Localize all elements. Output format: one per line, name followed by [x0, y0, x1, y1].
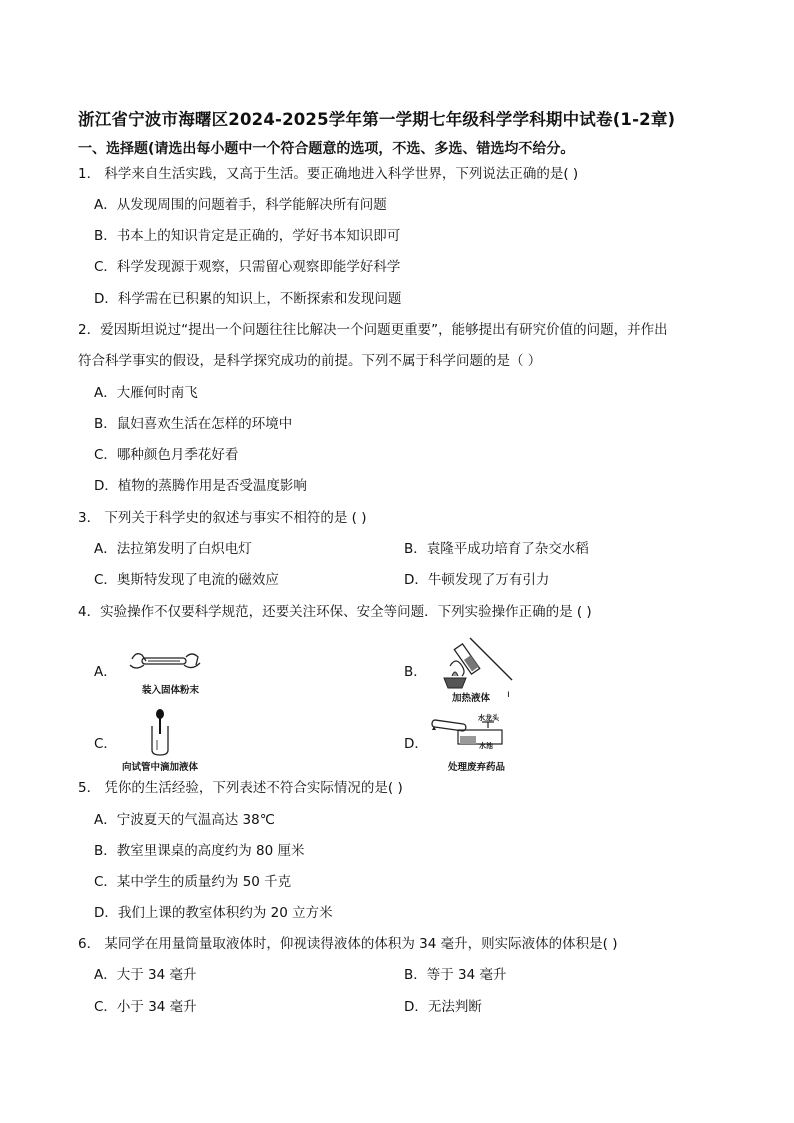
question-3-option-d[interactable]: D．牛顿发现了万有引力 [404, 572, 550, 588]
question-4-option-c-label[interactable]: C． [94, 736, 117, 752]
question-5-option-a[interactable]: A．宁波夏天的气温高达 38℃ [94, 812, 275, 828]
question-6-option-b[interactable]: B．等于 34 毫升 [404, 967, 507, 983]
caption-mark: ı [507, 689, 510, 700]
question-4-option-d-tap-tag: 水龙头 [478, 714, 499, 722]
question-4-option-a-caption: 装入固体粉末 [142, 685, 200, 696]
question-5-option-c[interactable]: C．某中学生的质量约为 50 千克 [94, 874, 292, 890]
powder-loading-illustration [124, 645, 204, 683]
question-1-stem: 1． 科学来自生活实践，又高于生活。要正确地进入科学世界，下列说法正确的是( ) [78, 166, 579, 182]
question-4-option-b-caption: 加热液体 [452, 693, 491, 704]
question-4-option-d-label[interactable]: D． [404, 736, 428, 752]
page-title: 浙江省宁波市海曙区2024-2025学年第一学期七年级科学学科期中试卷(1-2章) [78, 110, 676, 129]
dropper-test-tube-illustration [148, 708, 172, 756]
question-2-stem-line-2: 符合科学事实的假设，是科学探究成功的前提。下列不属于科学问题的是（ ） [78, 353, 542, 369]
question-2-option-b[interactable]: B．鼠妇喜欢生活在怎样的环境中 [94, 416, 293, 432]
question-1-option-c[interactable]: C．科学发现源于观察，只需留心观察即能学好科学 [94, 259, 401, 275]
question-4-option-d-caption: 处理废弃药品 [448, 762, 506, 773]
question-4-option-b-label[interactable]: B． [404, 664, 427, 680]
question-4-option-a-label[interactable]: A． [94, 664, 117, 680]
question-2-option-d[interactable]: D．植物的蒸腾作用是否受温度影响 [94, 478, 307, 494]
heating-liquid-illustration [440, 636, 516, 690]
question-4-option-c-caption: 向试管中滴加液体 [122, 762, 199, 773]
question-6-option-c[interactable]: C．小于 34 毫升 [94, 999, 197, 1015]
question-5-option-d[interactable]: D．我们上课的教室体积约为 20 立方米 [94, 905, 333, 921]
question-5-stem: 5． 凭你的生活经验，下列表述不符合实际情况的是( ) [78, 780, 403, 796]
question-1-option-a[interactable]: A．从发现周围的问题着手，科学能解决所有问题 [94, 197, 387, 213]
question-5-option-b[interactable]: B．教室里课桌的高度约为 80 厘米 [94, 843, 305, 859]
question-6-option-a[interactable]: A．大于 34 毫升 [94, 967, 197, 983]
question-1-option-b[interactable]: B．书本上的知识肯定是正确的，学好书本知识即可 [94, 228, 401, 244]
question-2-stem-line-1: 2．爱因斯坦说过“提出一个问题往往比解决一个问题更重要”，能够提出有研究价值的问题，并作出 [78, 322, 668, 338]
question-2-option-c[interactable]: C．哪种颜色月季花好看 [94, 447, 239, 463]
question-4-option-d-sink-tag: 水池 [479, 742, 493, 750]
question-3-stem: 3． 下列关于科学史的叙述与事实不相符的是 ( ) [78, 510, 367, 526]
question-3-option-b[interactable]: B．袁隆平成功培育了杂交水稻 [404, 541, 589, 557]
question-4-stem: 4．实验操作不仅要科学规范，还要关注环保、安全等问题．下列实验操作正确的是 ( ) [78, 604, 592, 620]
question-1-option-d[interactable]: D．科学需在已积累的知识上，不断探索和发现问题 [94, 291, 402, 307]
question-3-option-c[interactable]: C．奥斯特发现了电流的磁效应 [94, 572, 279, 588]
question-6-option-d[interactable]: D．无法判断 [404, 999, 482, 1015]
question-3-option-a[interactable]: A．法拉第发明了白炽电灯 [94, 541, 252, 557]
section-heading: 一、选择题(请选出每小题中一个符合题意的选项，不选、多选、错选均不给分。 [78, 141, 575, 157]
question-6-stem: 6． 某同学在用量筒量取液体时，仰视读得液体的体积为 34 毫升，则实际液体的体积是( ) [78, 936, 618, 952]
question-2-option-a[interactable]: A．大雁何时南飞 [94, 385, 198, 401]
